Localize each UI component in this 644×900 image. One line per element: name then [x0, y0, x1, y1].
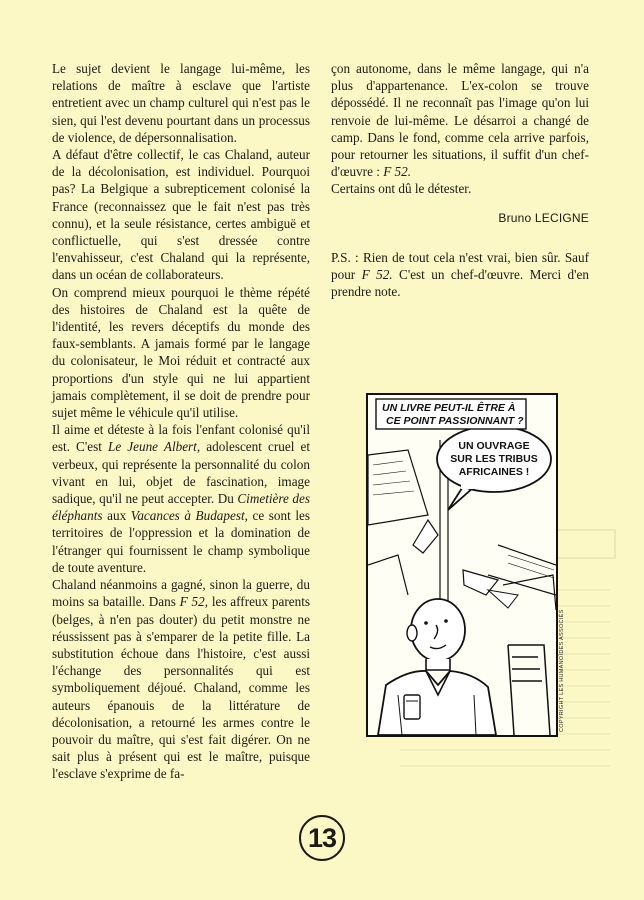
album-title: F 52.	[361, 267, 393, 283]
album-title: Le Jeune Albert,	[107, 439, 201, 455]
text-run: aux	[102, 508, 131, 524]
paragraph: On comprend mieux pourquoi le thème répété des histoires de Chaland est la quête de l'identité, les revers déceptifs du monde des faux-semblants. A jamais formé par le langage du colonisateur, le Moi réduit et contracté aux proportions d'un style qui ne lui appartient jamais complètement, il se doit de prendre pour sujet même le véhicule qu'il utilise.	[52, 284, 310, 421]
paragraph: A défaut d'être collectif, le cas Chaland, auteur de la décolonisation, est individuel. Pourquoi pas? La Belgique a subrepticement colonisé la France (reconnaissez que le fait n'est pas très connu), et la seule résistance, certes ambiguë et conflictuelle, qui s'est dressée contre l'envahisseur, c'est Chaland qui la représente, dans un océan de collaborateurs.	[52, 147, 310, 283]
comic-panel	[366, 393, 558, 737]
copyright-notice: COPYRIGHT LES HUMANOÏDES ASSOCIÉS	[559, 609, 565, 732]
paragraph	[331, 60, 589, 180]
paragraph	[52, 576, 310, 782]
paragraph: Le sujet devient le langage lui-même, les relations de maître à esclave que l'artiste entretient avec un champ culturel qui n'est pas le sien, qui l'est devenu pourtant dans un processus de violence, de dépersonnalisation.	[52, 61, 310, 145]
balloon-line: AFRICAINES !	[458, 466, 530, 478]
album-title: F 52.	[383, 164, 412, 180]
caption-line: CE POINT PASSIONNANT ?	[386, 415, 524, 427]
text-run: Il aime et déteste à la fois l'enfant colonisé qu'il est. C'est	[52, 422, 310, 455]
page-number: 13	[299, 815, 345, 861]
comic-illustration	[368, 395, 556, 735]
album-title: F 52,	[179, 594, 209, 610]
article-right-column	[331, 60, 589, 300]
article-left-column	[52, 60, 310, 783]
album-title: Cimetière des éléphants	[52, 491, 310, 524]
paragraph	[52, 421, 310, 576]
postscript	[331, 249, 589, 301]
text-run: P.S. : Rien de tout cela n'est vrai, bien sûr. Sauf pour	[331, 249, 589, 283]
paragraph: Certains ont dû le détester.	[331, 181, 472, 197]
caption-line: UN LIVRE PEUT-IL ÊTRE À	[382, 402, 516, 414]
balloon-line: UN OUVRAGE	[458, 440, 530, 452]
album-title: Vacances à Budapest,	[130, 508, 248, 524]
text-run: Chaland néanmoins a gagné, sinon la guerre, du moins sa bataille. Dans	[52, 577, 310, 610]
author-signature: Bruno LECIGNE	[498, 210, 589, 225]
balloon-line: SUR LES TRIBUS	[450, 453, 538, 465]
text-run: les affreux parents (belges, à n'en pas douter) du petit monstre ne réussissent pas à s'emparer de la petite fille. La substitution échoue dans l'histoire, c'est aussi l'échange des personnalités qui est symboliquement déjoué. Chaland, comme les auteurs épanouis de la littérature de décolonisation, a retourné les armes contre le pouvoir du maître, qui s'est fait digérer. On ne sait plus à présent qui est le maître, puisque l'esclave s'exprime de fa-	[52, 594, 311, 782]
text-run: ce sont les territoires de l'oppression et la domination de l'étranger qui fournissent le champ symbolique de toute aventure.	[52, 508, 310, 575]
text-run: adolescent cruel et verbeux, qui représente la personnalité du colon vivant en lui, objet de fascination, image sadique, qu'il ne peut accepter. Du	[52, 439, 310, 507]
text-run: çon autonome, dans le même langage, qui n'a plus d'appartenance. L'ex-colon se trouve dépossédé. Il ne reconnaît pas l'image qu'on lui renvoie de lui-même. Le désarroi a changé de camp. Dans le fond, comme cela arrive parfois, pour retourner les situations, il suffit d'un chef-d'œuvre :	[331, 61, 589, 180]
text-run: C'est un chef-d'œuvre. Merci d'en prendre note.	[331, 267, 589, 300]
